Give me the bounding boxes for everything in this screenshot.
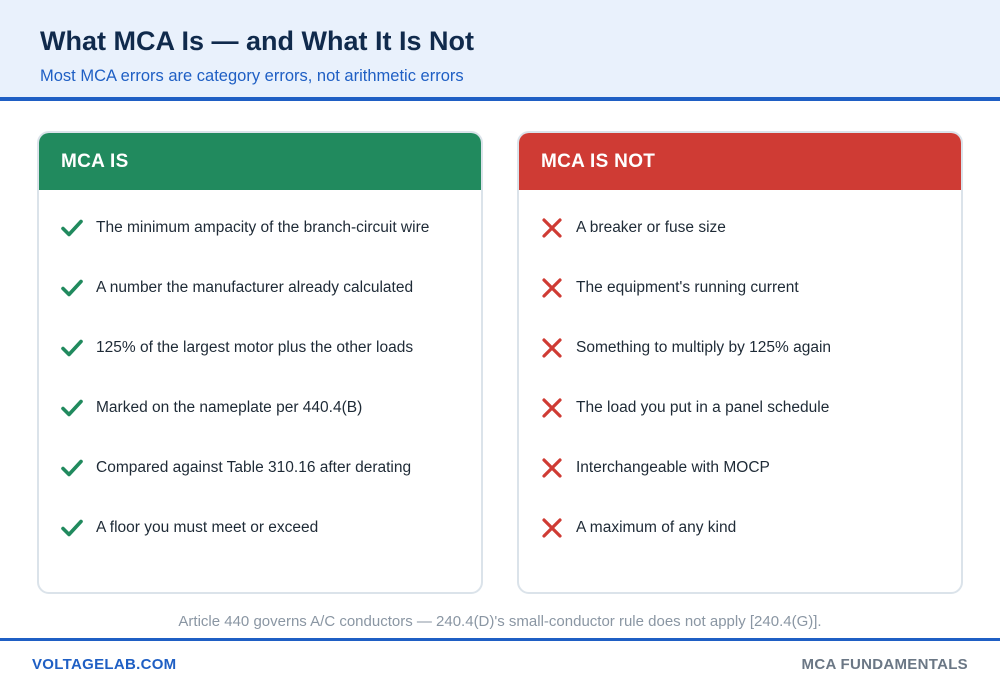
section-label: MCA FUNDAMENTALS <box>801 656 968 673</box>
list-item <box>541 336 831 360</box>
list-item <box>61 216 429 240</box>
list-item-text: Marked on the nameplate per 440.4(B) <box>96 399 363 416</box>
list-item <box>541 216 726 240</box>
mca-is-card <box>37 131 483 594</box>
check-icon <box>61 337 83 359</box>
list-item <box>61 396 362 420</box>
list-item-text: Something to multiply by 125% again <box>576 339 832 356</box>
mca-is-not-card <box>517 131 963 594</box>
footer-divider <box>0 638 1000 641</box>
list-item-text: A floor you must meet or exceed <box>96 519 319 536</box>
x-icon <box>541 457 563 479</box>
mca-is-not-heading: MCA IS NOT <box>519 133 961 190</box>
check-icon <box>61 457 83 479</box>
check-icon <box>61 397 83 419</box>
page-subtitle: Most MCA errors are category errors, not arithmetic errors <box>40 67 464 85</box>
list-item-text: Interchangeable with MOCP <box>576 459 770 476</box>
list-item <box>541 396 829 420</box>
x-icon <box>541 277 563 299</box>
check-icon <box>61 277 83 299</box>
list-item-text: The equipment's running current <box>576 279 799 296</box>
list-item <box>61 276 413 300</box>
check-icon <box>61 217 83 239</box>
x-icon <box>541 517 563 539</box>
list-item-text: The load you put in a panel schedule <box>576 399 830 416</box>
list-item-text: 125% of the largest motor plus the other loads <box>96 339 414 356</box>
brand-link[interactable]: VOLTAGELAB.COM <box>32 656 177 673</box>
x-icon <box>541 337 563 359</box>
list-item <box>61 516 318 540</box>
list-item-text: The minimum ampacity of the branch-circuit wire <box>96 219 430 236</box>
check-icon <box>61 517 83 539</box>
list-item <box>541 516 736 540</box>
footnote: Article 440 governs A/C conductors — 240.4(D)'s small-conductor rule does not apply [240.4(G)]. <box>178 613 822 630</box>
list-item-text: A breaker or fuse size <box>576 219 726 236</box>
list-item <box>541 456 770 480</box>
header-banner <box>0 0 1000 101</box>
list-item <box>61 456 411 480</box>
mca-is-heading: MCA IS <box>39 133 481 190</box>
list-item-text: Compared against Table 310.16 after derating <box>96 459 412 476</box>
list-item <box>61 336 413 360</box>
list-item-text: A maximum of any kind <box>576 519 737 536</box>
list-item-text: A number the manufacturer already calculated <box>96 279 414 296</box>
list-item <box>541 276 799 300</box>
x-icon <box>541 397 563 419</box>
page-title: What MCA Is — and What It Is Not <box>40 26 474 56</box>
x-icon <box>541 217 563 239</box>
